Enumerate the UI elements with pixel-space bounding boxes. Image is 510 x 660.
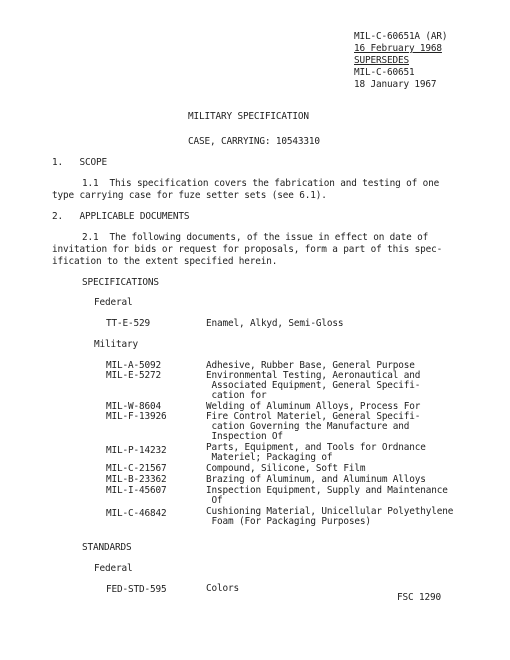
document-title: Associated Equipment, General Specifi-: [206, 380, 421, 391]
superseded-id: MIL-C-60651: [354, 67, 415, 78]
fsc-code: FSC 1290: [397, 592, 441, 603]
document-title: Inspection Of: [206, 431, 283, 442]
specifications-military-label: Military: [94, 339, 138, 350]
document-title: Adhesive, Rubber Base, General Purpose: [206, 360, 415, 371]
document-id: MIL-P-14232: [106, 445, 167, 456]
document-title: Brazing of Aluminum, and Aluminum Alloys: [206, 474, 426, 485]
scope-paragraph-line: type carrying case for fuze setter sets (see 6.1).: [52, 190, 327, 201]
spec-title: MILITARY SPECIFICATION: [188, 111, 309, 122]
doc-date: 16 February 1968: [354, 43, 442, 54]
document-title: Enamel, Alkyd, Semi-Gloss: [206, 318, 344, 329]
document-title: Compound, Silicone, Soft Film: [206, 463, 366, 474]
scope-paragraph-line: 1.1 This specification covers the fabrication and testing of one: [82, 178, 440, 189]
applicable-documents-paragraph-line: 2.1 The following documents, of the issue in effect on date of: [82, 232, 429, 243]
document-title: Cushioning Material, Unicellular Polyethylene: [206, 506, 454, 517]
specifications-federal-label: Federal: [94, 297, 133, 308]
section-scope-heading: 1. SCOPE: [52, 157, 107, 168]
document-id: MIL-C-46842: [106, 508, 167, 519]
document-title: cation Governing the Manufacture and: [206, 421, 410, 432]
applicable-documents-paragraph-line: ification to the extent specified herein.: [52, 256, 278, 267]
supersedes-label: SUPERSEDES: [354, 55, 409, 66]
document-id: MIL-A-5092: [106, 360, 161, 371]
document-id: MIL-W-8604: [106, 401, 161, 412]
document-title: Colors: [206, 583, 239, 594]
document-title: Materiel; Packaging of: [206, 452, 333, 463]
document-title: Foam (For Packaging Purposes): [206, 516, 371, 527]
document-title: cation for: [206, 390, 267, 401]
document-id: MIL-E-5272: [106, 370, 161, 381]
document-id: MIL-C-21567: [106, 463, 167, 474]
doc-id: MIL-C-60651A (AR): [354, 31, 448, 42]
document-title: Fire Control Materiel, General Specifi-: [206, 411, 421, 422]
document-title: Of: [206, 495, 223, 506]
standards-heading: STANDARDS: [82, 542, 132, 553]
document-id: TT-E-529: [106, 318, 150, 329]
spec-subtitle: CASE, CARRYING: 10543310: [188, 136, 320, 147]
document-id: MIL-B-23362: [106, 474, 167, 485]
document-id: FED-STD-595: [106, 584, 167, 595]
section-applicable-documents-heading: 2. APPLICABLE DOCUMENTS: [52, 211, 190, 222]
document-id: MIL-I-45607: [106, 485, 167, 496]
standards-federal-label: Federal: [94, 563, 133, 574]
document-title: Parts, Equipment, and Tools for Ordnance: [206, 442, 426, 453]
superseded-date: 18 January 1967: [354, 79, 437, 90]
applicable-documents-paragraph-line: invitation for bids or request for proposals, form a part of this spec-: [52, 244, 443, 255]
document-id: MIL-F-13926: [106, 411, 167, 422]
document-title: Welding of Aluminum Alloys, Process For: [206, 401, 421, 412]
document-title: Inspection Equipment, Supply and Maintenance: [206, 485, 448, 496]
document-title: Environmental Testing, Aeronautical and: [206, 370, 421, 381]
specifications-heading: SPECIFICATIONS: [82, 277, 159, 288]
